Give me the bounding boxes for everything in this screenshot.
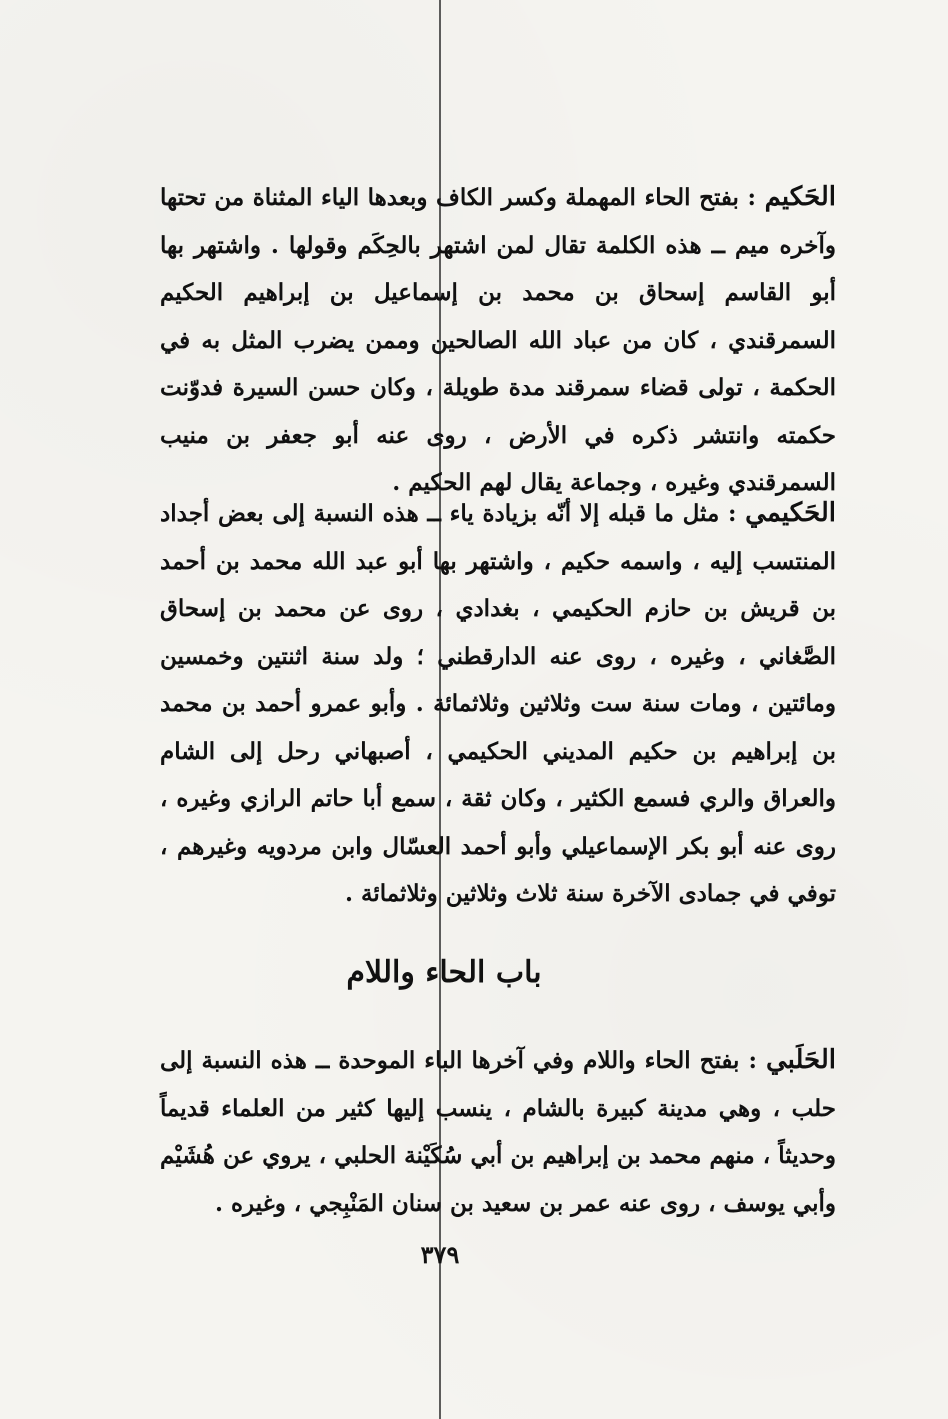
paragraph [160,490,836,918]
entry-al-hakim [160,174,836,507]
paragraph [160,174,836,507]
entry-text: : بفتح الحاء واللام وفي آخرها الباء الموحدة ــ هذه النسبة إلى حلب ، وهي مدينة كبيرة بالشام ، ينسب إليها كثير من العلماء قديماً وحديثاً ، منهم محمد بن إبراهيم بن أبي سُكَيْنة الحلبي ، يروي عن هُشَيْم وأبي يوسف ، روى عنه عمر بن سعيد بن سنان المَنْبِجي ، وغيره . [160,1047,836,1217]
entry-al-halabi [160,1037,836,1227]
entry-text: : بفتح الحاء المهملة وكسر الكاف وبعدها الياء المثناة من تحتها وآخره ميم ــ هذه الكلمة تقال لمن اشتهر بالحِكَم وقولها . واشتهر بها أبو القاسم إسحاق بن محمد بن إسماعيل بن إبراهيم الحكيم السمرقندي ، كان من عباد الله الصالحين وممن يضرب المثل به في الحكمة ، تولى قضاء سمرقند مدة طويلة ، وكان حسن السيرة فدوّنت حكمته وانتشر ذكره في الأرض ، روى عنه أبو جعفر بن منيب السمرقندي وغيره ، وجماعة يقال لهم الحكيم . [160,184,836,496]
entry-term: الحَلَبي [765,1045,836,1075]
entry-term: الحَكيمي [745,498,836,528]
paragraph [160,1037,836,1227]
page-number: ٣٧٩ [420,1240,460,1269]
section-heading: باب الحاء واللام [346,955,542,990]
entry-al-hakimi [160,490,836,918]
entry-term: الحَكيم [764,182,836,212]
entry-text: : مثل ما قبله إلا أنّه بزيادة ياء ــ هذه النسبة إلى بعض أجداد المنتسب إليه ، واسمه حكيم ، واشتهر بها أبو عبد الله محمد بن أحمد بن قريش بن حازم الحكيمي ، بغدادي ، روى عن محمد بن إسحاق الصَّغاني ، وغيره ، روى عنه الدارقطني ؛ ولد سنة اثنتين وخمسين ومائتين ، ومات سنة ست وثلاثين وثلاثمائة . وأبو عمرو أحمد بن محمد بن إبراهيم بن حكيم المديني الحكيمي ، أصبهاني رحل إلى الشام والعراق والري فسمع الكثير ، وكان ثقة ، سمع أبا حاتم الرازي وغيره ، روى عنه أبو بكر الإسماعيلي وأبو أحمد العسّال وابن مردويه وغيرهم ، توفي في جمادى الآخرة سنة ثلاث وثلاثين وثلاثمائة . [160,500,836,907]
